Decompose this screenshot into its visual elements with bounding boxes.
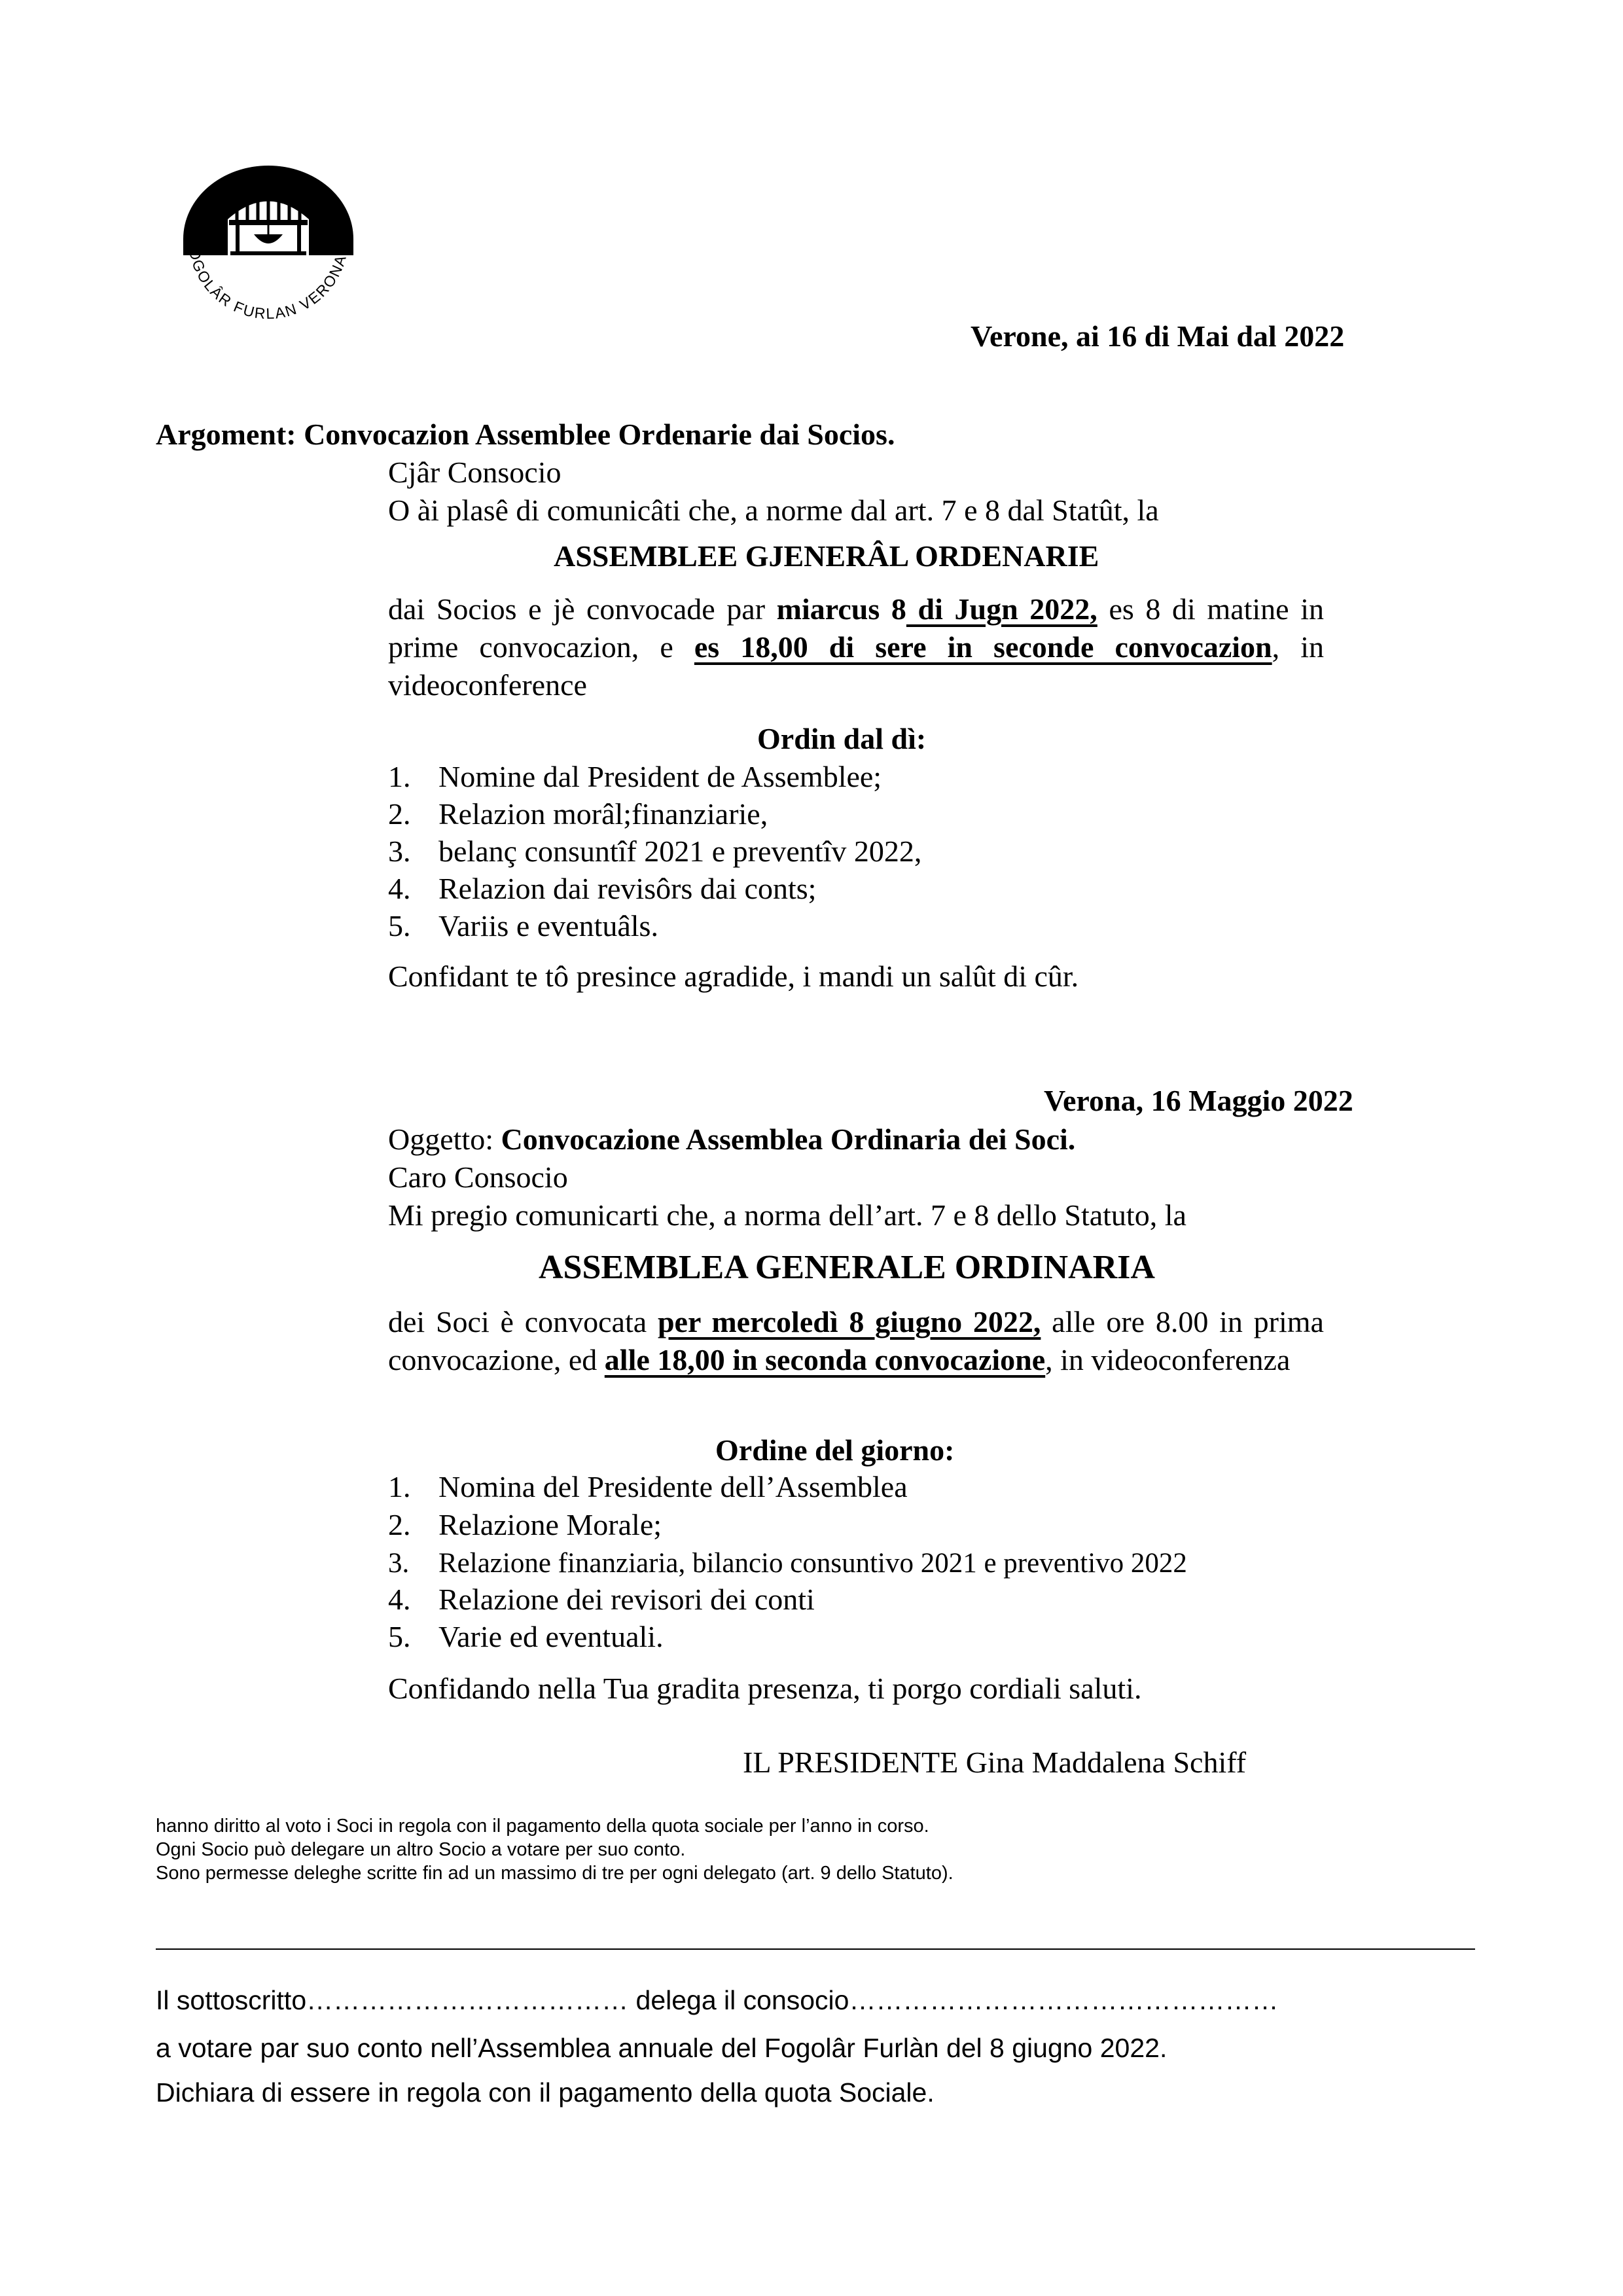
item-text: Varie ed eventuali.	[438, 1620, 664, 1653]
para-text: alle ore 8.00 in prima convocazione, ed	[388, 1305, 1324, 1376]
delegation-line: Dichiara di essere in regola con il pagamento della quota Sociale.	[156, 2077, 935, 2108]
item-text: Nomina del Presidente dell’Assemblea	[438, 1470, 908, 1503]
voting-note: Sono permesse deleghe scritte fin ad un massimo di tre per ogni delegato (art. 9 dello Statuto).	[156, 1863, 954, 1884]
item-number: 4.	[388, 872, 411, 905]
italian-salutation: Caro Consocio	[388, 1160, 568, 1194]
friulian-agenda-item	[388, 870, 816, 908]
item-text: Variis e eventuâls.	[438, 909, 658, 942]
friulian-agenda-title: Ordin dal dì:	[757, 722, 927, 755]
item-text: Relazion morâl;finanziarie,	[438, 797, 768, 831]
para-text: , in videoconference	[388, 630, 1324, 702]
voting-note: hanno diritto al voto i Soci in regola con il pagamento della quota sociale per l’anno in corso.	[156, 1816, 929, 1837]
item-text: Relazione dei revisori dei conti	[438, 1583, 815, 1616]
italian-agenda-item	[388, 1581, 815, 1619]
friulian-agenda-item	[388, 907, 658, 945]
friulian-date: Verone, ai 16 di Mai dal 2022	[971, 319, 1345, 353]
friulian-agenda-item	[388, 758, 882, 796]
friulian-assembly-heading: ASSEMBLEE GJENERÂL ORDENARIE	[554, 539, 1099, 573]
friulian-agenda-item	[388, 795, 768, 833]
friulian-agenda-item	[388, 833, 921, 870]
para-date-bold: miarcus 8	[776, 592, 906, 626]
item-number: 5.	[388, 909, 411, 942]
friulian-subject: Argoment: Convocazion Assemblee Ordenarie dai Socios.	[156, 418, 895, 451]
delegation-line: Il sottoscritto……………………………… delega il consocio…………………………………………	[156, 1985, 1279, 2015]
item-number: 3.	[388, 834, 411, 868]
para-date-underlined: di Jugn 2022,	[906, 592, 1097, 626]
subject-text: Convocazione Assemblea Ordinaria dei Soci.	[501, 1122, 1076, 1156]
para-text: dai Socios e jè convocade par	[388, 592, 777, 626]
para-text: , in videoconferenza	[1045, 1343, 1291, 1376]
fogolar-furlan-logo	[177, 157, 360, 321]
item-number: 1.	[388, 760, 411, 793]
para-date-underlined: per mercoledì 8 giugno 2022,	[657, 1305, 1041, 1338]
italian-agenda-item	[388, 1468, 908, 1506]
para-second-convocation: alle 18,00 in seconda convocazione	[604, 1343, 1046, 1376]
italian-agenda-item	[388, 1618, 664, 1656]
italian-intro: Mi pregio comunicarti che, a norma dell’art. 7 e 8 dello Statuto, la	[388, 1198, 1186, 1232]
italian-date: Verona, 16 Maggio 2022	[1044, 1084, 1353, 1117]
para-text: dei Soci è convocata	[388, 1305, 658, 1338]
para-text: es 8 di matine in prime convocazion, e	[388, 592, 1325, 664]
italian-agenda-item	[388, 1545, 1187, 1583]
president-signature: IL PRESIDENTE Gina Maddalena Schiff	[743, 1746, 1247, 1779]
separator-line	[156, 1948, 1475, 1950]
friulian-salutation: Cjâr Consocio	[388, 456, 562, 489]
friulian-closing: Confidant te tô presince agradide, i mandi un salût di cûr.	[388, 960, 1079, 993]
item-text: belanç consuntîf 2021 e preventîv 2022,	[438, 834, 922, 868]
italian-closing: Confidando nella Tua gradita presenza, ti porgo cordiali saluti.	[388, 1672, 1142, 1705]
subject-label: Oggetto:	[388, 1122, 501, 1156]
italian-agenda-item	[388, 1506, 662, 1544]
voting-note: Ogni Socio può delegare un altro Socio a votare per suo conto.	[156, 1839, 686, 1860]
item-text: Nomine dal President de Assemblee;	[438, 760, 882, 793]
item-number: 2.	[388, 797, 411, 831]
delegation-line: a votare par suo conto nell’Assemblea annuale del Fogolâr Furlàn del 8 giugno 2022.	[156, 2033, 1168, 2063]
logo-ring-text: FOGOLÂR FURLAN VERONA	[185, 238, 350, 321]
italian-convocation-paragraph	[388, 1303, 1324, 1379]
item-text: Relazione Morale;	[438, 1508, 662, 1541]
italian-assembly-heading: ASSEMBLEA GENERALE ORDINARIA	[539, 1249, 1155, 1286]
para-second-convocation: es 18,00 di sere in seconde convocazion	[694, 630, 1272, 664]
italian-subject	[388, 1121, 1075, 1158]
item-text: Relazione finanziaria, bilancio consuntivo 2021 e preventivo 2022	[438, 1548, 1187, 1579]
item-number: 4.	[388, 1583, 411, 1616]
item-number: 3.	[388, 1548, 410, 1579]
item-number: 1.	[388, 1470, 411, 1503]
friulian-intro: O ài plasê di comunicâti che, a norme dal art. 7 e 8 dal Statût, la	[388, 493, 1159, 527]
item-number: 2.	[388, 1508, 411, 1541]
friulian-convocation-paragraph	[388, 590, 1324, 704]
item-number: 5.	[388, 1620, 411, 1653]
italian-agenda-title: Ordine del giorno:	[715, 1433, 955, 1467]
item-text: Relazion dai revisôrs dai conts;	[438, 872, 817, 905]
